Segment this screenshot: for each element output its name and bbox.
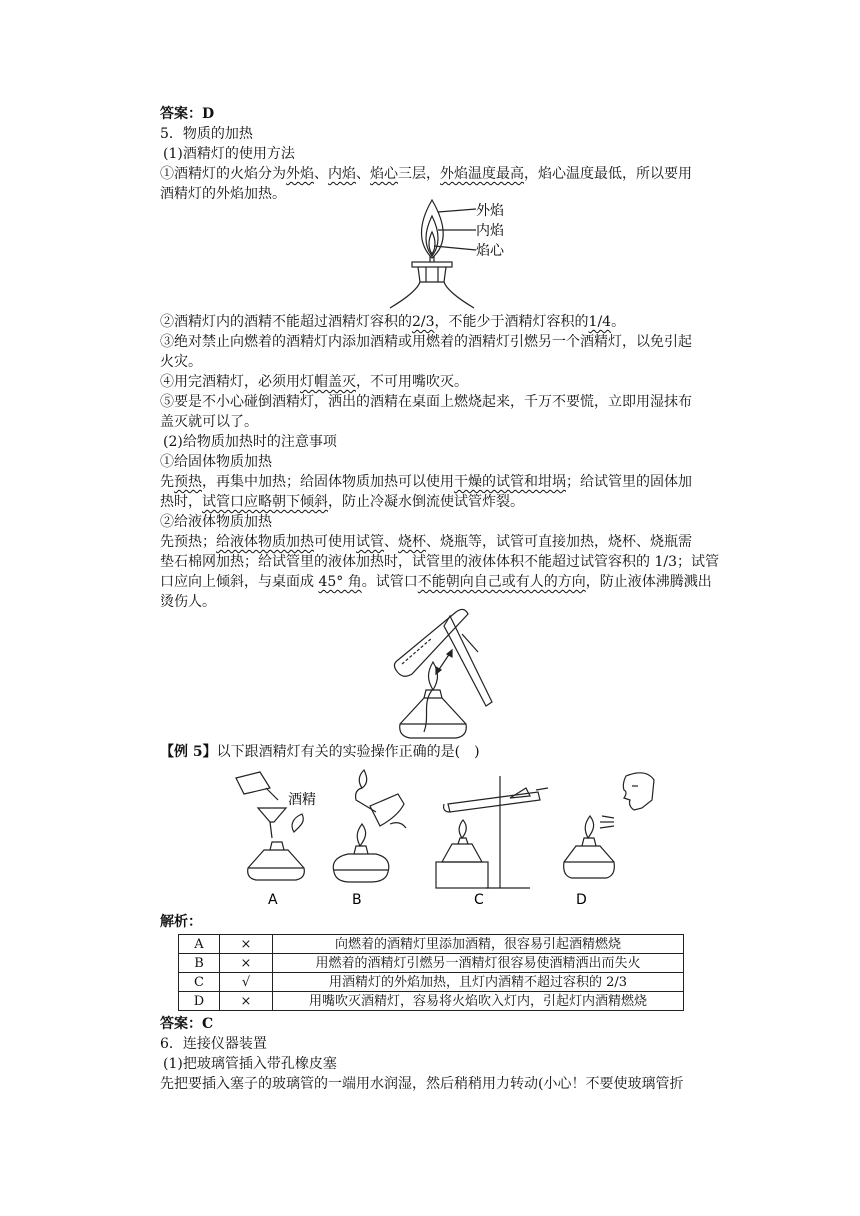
analysis-label: 解析： bbox=[160, 914, 202, 930]
subheading-alcohol-lamp-usage: (1)酒精灯的使用方法 bbox=[163, 146, 295, 162]
keyword: 45° 角 bbox=[318, 574, 362, 590]
paragraph-line: ③绝对禁止向燃着的酒精灯内添加酒精或用燃着的酒精灯引燃另一个酒精灯，以免引起 bbox=[160, 334, 692, 350]
example-5-options-figure bbox=[230, 766, 660, 906]
keyword: 焰心 bbox=[370, 166, 398, 182]
paragraph-line: ①酒精灯的火焰分为外焰、内焰、焰心三层，外焰温度最高，焰心温度最低，所以要用 bbox=[160, 166, 692, 182]
subheading-liquid: ②给液体物质加热 bbox=[160, 514, 272, 530]
paragraph-line: 口应向上倾斜，与桌面成 45° 角。试管口不能朝向自己或有人的方向，防止液体沸腾溅出 bbox=[160, 574, 712, 590]
keyword: 内焰 bbox=[328, 166, 356, 182]
subheading-solid: ①给固体物质加热 bbox=[160, 454, 272, 470]
keyword: 不能朝向自己或有人的方向 bbox=[417, 574, 586, 590]
option-cell: D bbox=[179, 992, 220, 1011]
judgement-cell: √ bbox=[220, 973, 273, 992]
option-a-label: A bbox=[268, 892, 278, 906]
option-a-figure bbox=[236, 772, 304, 880]
table-row bbox=[179, 973, 684, 992]
option-c-figure bbox=[436, 776, 548, 888]
option-d-label: D bbox=[576, 892, 587, 906]
paragraph-line: 热时，试管口应略朝下倾斜，防止冷凝水倒流使试管炸裂。 bbox=[160, 494, 524, 510]
option-cell: A bbox=[179, 935, 220, 954]
keyword: 灯帽盖灭 bbox=[300, 374, 356, 390]
keyword: 烧杯 bbox=[398, 534, 426, 550]
flame-structure-figure bbox=[382, 196, 512, 310]
answer-label: 答案：D bbox=[160, 106, 215, 122]
section-heading-connect: 6．连接仪器装置 bbox=[160, 1036, 267, 1052]
option-cell: B bbox=[179, 954, 220, 973]
analysis-table bbox=[178, 934, 684, 1011]
paragraph-line: 先把要插入塞子的玻璃管的一端用水润湿，然后稍稍用力转动(小心！不要使玻璃管折 bbox=[160, 1076, 684, 1092]
keyword: 2/3 bbox=[412, 314, 435, 330]
table-row bbox=[179, 954, 684, 973]
alcohol-label: 酒精 bbox=[288, 792, 316, 808]
paragraph-line: ②酒精灯内的酒精不能超过酒精灯容积的2/3，不能少于酒精灯容积的1/4。 bbox=[160, 314, 626, 330]
explanation-cell: 用嘴吹灭酒精灯，容易将火焰吹入灯内，引起灯内酒精燃烧 bbox=[273, 992, 684, 1011]
paragraph-line: ④用完酒精灯，必须用灯帽盖灭，不可用嘴吹灭。 bbox=[160, 374, 468, 390]
subheading-heating-notes: (2)给物质加热时的注意事项 bbox=[163, 434, 337, 450]
option-d-figure bbox=[564, 773, 654, 878]
subheading-glass-tube: (1)把玻璃管插入带孔橡皮塞 bbox=[163, 1056, 337, 1072]
explanation-cell: 向燃着的酒精灯里添加酒精，很容易引起酒精燃烧 bbox=[273, 935, 684, 954]
paragraph-line: 盖灭就可以了。 bbox=[160, 414, 258, 430]
option-c-label: C bbox=[474, 892, 484, 906]
keyword: 外焰温度最高 bbox=[440, 166, 524, 182]
judgement-cell: × bbox=[220, 992, 273, 1011]
option-cell: C bbox=[179, 973, 220, 992]
explanation-cell: 用燃着的酒精灯引燃另一酒精灯很容易使酒精洒出而失火 bbox=[273, 954, 684, 973]
paragraph-line: 烫伤人。 bbox=[160, 594, 216, 610]
paragraph-line: ⑤要是不小心碰倒酒精灯，洒出的酒精在桌面上燃烧起来，千万不要慌，立即用湿抹布 bbox=[160, 394, 692, 410]
keyword: 外焰 bbox=[286, 166, 314, 182]
judgement-cell: × bbox=[220, 935, 273, 954]
section-heading-heating: 5．物质的加热 bbox=[160, 126, 253, 142]
paragraph-line: 火灾。 bbox=[160, 354, 202, 370]
paragraph-line: 先预热，再集中加热；给固体物质加热可以使用干燥的试管和坩埚；给试管里的固体加 bbox=[160, 474, 692, 490]
example-5-question: 【例 5】以下跟酒精灯有关的实验操作正确的是( ) bbox=[160, 744, 480, 760]
paragraph-line: 酒精灯的外焰加热。 bbox=[160, 186, 286, 202]
keyword: 给液体物质加热 bbox=[216, 534, 314, 550]
keyword: 预热 bbox=[174, 474, 202, 490]
answer-label: 答案：C bbox=[160, 1016, 214, 1032]
keyword: 1/4 bbox=[588, 314, 612, 330]
keyword: 试管 bbox=[356, 534, 384, 550]
flame-label-outer: 外焰 bbox=[476, 203, 504, 219]
paragraph-line: 先预热；给液体物质加热可使用试管、烧杯、烧瓶等，试管可直接加热，烧杯、烧瓶需 bbox=[160, 534, 692, 550]
keyword: 干燥的试管和坩埚 bbox=[454, 474, 566, 490]
example-tag: 【例 5】 bbox=[160, 744, 217, 760]
keyword: 试管口应略朝下倾斜 bbox=[202, 494, 328, 510]
table-row bbox=[179, 935, 684, 954]
flame-label-core: 焰心 bbox=[476, 243, 504, 259]
test-tube-heating-figure bbox=[372, 606, 524, 742]
flame-label-inner: 内焰 bbox=[476, 223, 504, 239]
explanation-cell: 用酒精灯的外焰加热，且灯内酒精不超过容积的 2/3 bbox=[273, 973, 684, 992]
table-row bbox=[179, 992, 684, 1011]
option-b-label: B bbox=[352, 892, 362, 906]
paragraph-line: 垫石棉网加热；给试管里的液体加热时，试管里的液体体积不能超过试管容积的 1/3；试管 bbox=[160, 554, 719, 570]
option-b-figure bbox=[333, 770, 406, 882]
judgement-cell: × bbox=[220, 954, 273, 973]
